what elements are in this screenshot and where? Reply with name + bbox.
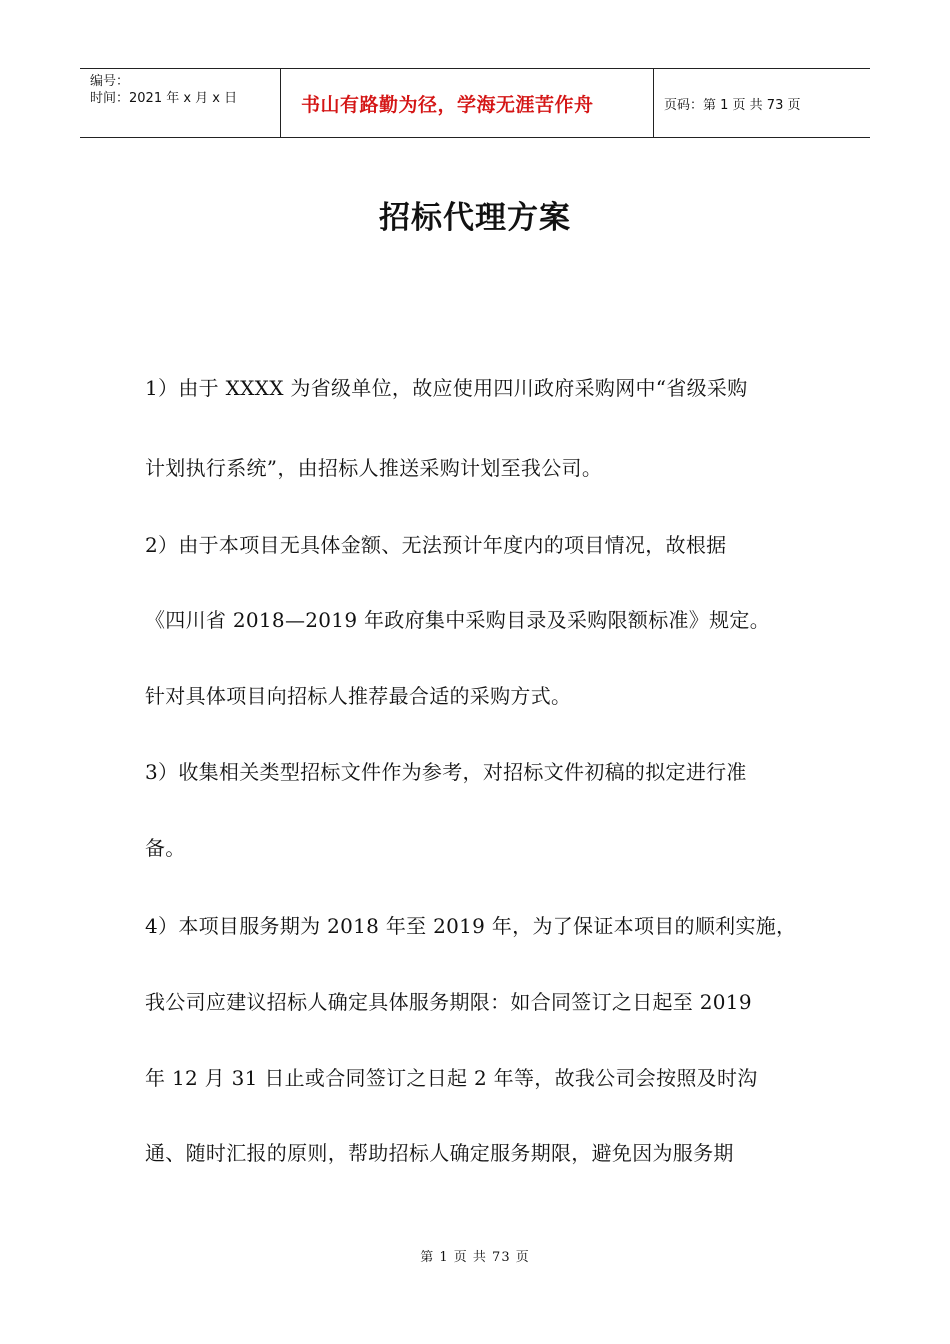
- motto-text: 书山有路勤为径，学海无涯苦作舟: [301, 93, 594, 116]
- body-line: 《四川省 2018—2019 年政府集中采购目录及采购限额标准》规定。: [145, 608, 771, 632]
- page-footer: 第 1 页 共 73 页: [420, 1250, 530, 1265]
- body-line: 我公司应建议招标人确定具体服务期限：如合同签订之日起至 2019: [145, 990, 752, 1014]
- body-line: 针对具体项目向招标人推荐最合适的采购方式。: [145, 684, 572, 708]
- header-meta-cell: [80, 69, 281, 137]
- body-line: 年 12 月 31 日止或合同签订之日起 2 年等，故我公司会按照及时沟: [145, 1066, 758, 1090]
- body-line: 2）由于本项目无具体金额、无法预计年度内的项目情况，故根据: [145, 533, 727, 557]
- body-line: 3）收集相关类型招标文件作为参考，对招标文件初稿的拟定进行准: [145, 760, 747, 784]
- body-line: 计划执行系统”，由招标人推送采购计划至我公司。: [145, 456, 603, 480]
- number-label: 编号：: [90, 74, 130, 89]
- body-line: 备。: [145, 836, 186, 860]
- body-line: 通、随时汇报的原则，帮助招标人确定服务期限，避免因为服务期: [145, 1141, 734, 1165]
- document-title: 招标代理方案: [379, 200, 571, 236]
- body-line: 4）本项目服务期为 2018 年至 2019 年，为了保证本项目的顺利实施，: [145, 914, 797, 938]
- header-page-cell: [654, 69, 870, 137]
- page-info: 页码：第 1 页 共 73 页: [664, 97, 801, 113]
- header-motto-cell: [281, 69, 654, 137]
- document-header: [80, 68, 870, 138]
- time-label: 时间：2021 年 x 月 x 日: [90, 91, 238, 106]
- body-line: 1）由于 XXXX 为省级单位，故应使用四川政府采购网中“省级采购: [145, 376, 748, 400]
